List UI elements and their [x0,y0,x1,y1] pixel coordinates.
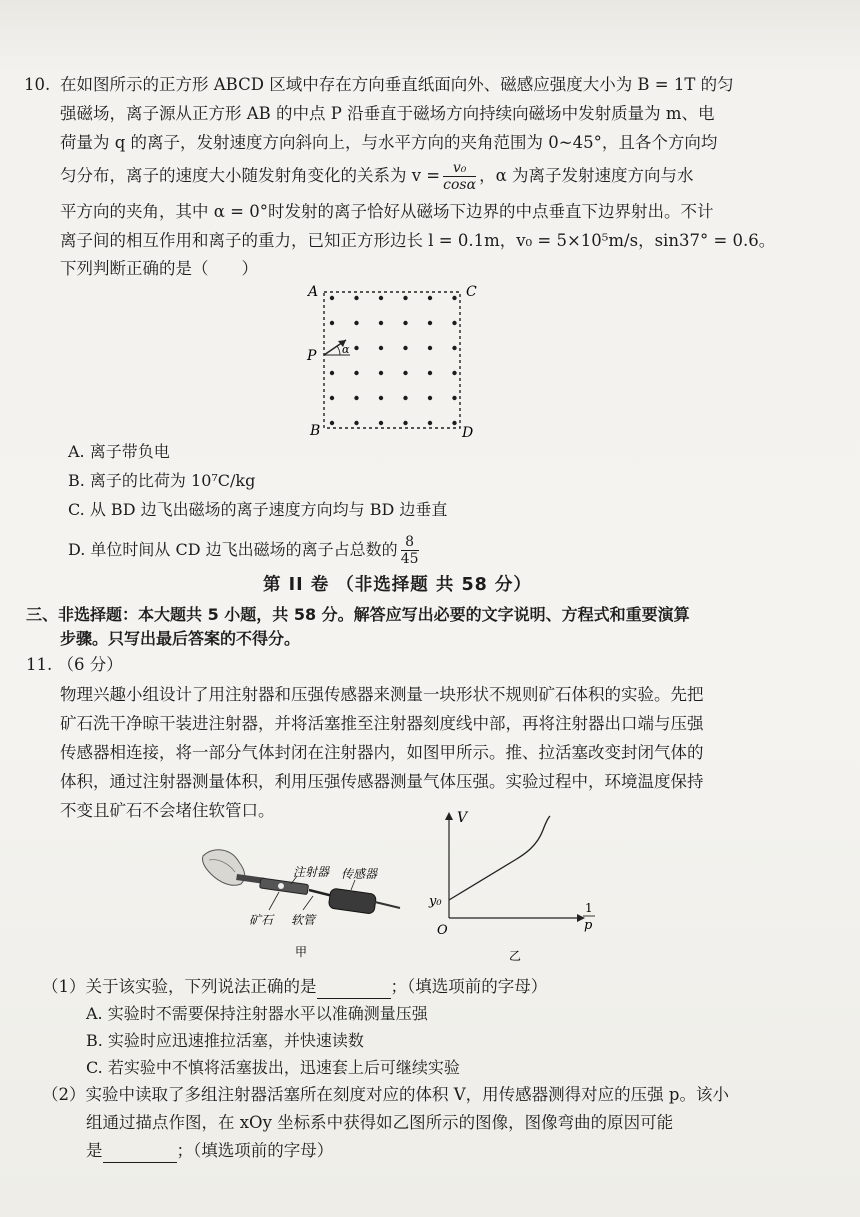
label-p: p [584,918,593,933]
q11-sub1-option-c[interactable]: C. 若实验中不慎将活塞拔出，迅速套上后可继续实验 [86,1058,460,1077]
field-dot [379,396,383,400]
q10-line-2: 强磁场，离子源从正方形 AB 的中点 P 沿垂直于磁场方向持续向磁场中发射质量为 m、电 [60,104,715,123]
label-alpha: α [342,343,350,356]
q11-sub1-answer-blank[interactable] [317,976,391,999]
label-y0: y₀ [429,894,442,909]
q10-line-3: 荷量为 q 的离子，发射速度方向斜向上，与水平方向的夹角范围为 0~45°，且各个方向均 [60,133,718,152]
section-2-title: 第 II 卷 （非选择题 共 58 分） [263,575,532,595]
part-3-instructions-2: 步骤。只写出最后答案的不得分。 [60,629,301,648]
field-dot [330,421,334,425]
q11-sub1-stem [42,976,547,999]
syringe-barrel [260,878,309,895]
field-dot [452,371,456,375]
field-dots [330,296,457,425]
field-dot [428,296,432,300]
q11-sub2-line-3-post: ；（填选项前的字母） [176,1141,334,1160]
field-dot [330,371,334,375]
q11-sub2-answer-blank[interactable] [103,1140,177,1163]
label-O: O [437,923,448,938]
v-vs-inverse-p-graph [425,808,605,968]
label-ore: 矿石 [249,913,274,927]
label-syringe: 注射器 [293,865,330,879]
field-dot [354,421,358,425]
q10-line-1: 在如图所示的正方形 ABCD 区域中存在方向垂直纸面向外、磁感应强度大小为 B = 1T 的匀 [60,75,734,94]
q10-line-7: 下列判断正确的是（ ） [60,259,258,278]
sensor-cable [375,902,400,908]
field-dot [330,296,334,300]
field-dot [354,321,358,325]
part-3-instructions-1: 三、非选择题：本大题共 5 小题，共 58 分。解答应写出必要的文字说明、方程式和重要演算 [26,605,690,624]
velocity-fraction: $\frac{\text{v₀}}{\cos\alpha}$ [443,160,477,193]
field-dot [452,346,456,350]
field-dot [354,371,358,375]
field-dot [379,346,383,350]
q11-sub1-stem-pre: （1）关于该实验，下列说法正确的是 [42,977,317,996]
label-D: D [462,425,474,441]
field-dot [403,296,407,300]
label-sensor: 传感器 [341,867,378,881]
q10-line-4 [60,160,693,193]
field-dot [452,396,456,400]
label-P: P [307,348,317,364]
field-dot [330,321,334,325]
q11-sub2-line-3-pre: 是 [86,1141,103,1160]
field-dot [354,396,358,400]
q11-sub1-option-b[interactable]: B. 实验时应迅速推拉活塞，并快速读数 [86,1031,364,1050]
graph-curve [449,816,550,900]
field-dot [452,421,456,425]
question-10-number: 10. [24,75,51,94]
field-dot [379,321,383,325]
q10-line-4-pre: 匀分布，离子的速度大小随发射角变化的关系为 v = [60,166,441,185]
field-dot [428,346,432,350]
q11-line-1: 物理兴趣小组设计了用注射器和压强传感器来测量一块形状不规则矿石体积的实验。先把 [60,685,704,704]
q11-sub2-line-1: （2）实验中读取了多组注射器活塞所在刻度对应的体积 V，用传感器测得对应的压强 p。该小 [42,1085,729,1104]
field-dot [379,296,383,300]
syringe-sensor-figure [195,838,410,963]
field-dot [428,321,432,325]
pressure-sensor [328,888,376,914]
soft-tube [309,890,333,896]
q10-line-5: 平方向的夹角，其中 α = 0°时发射的离子恰好从磁场下边界的中点垂直下边界射出。不计 [60,202,714,221]
q10-line-4-post: ，α 为离子发射速度方向与水 [479,166,694,185]
q11-sub1-stem-post: ；（填选项前的字母） [390,977,548,996]
field-dot [354,346,358,350]
field-dot [428,371,432,375]
label-one: 1 [585,901,593,915]
q11-line-4: 体积，通过注射器测量体积，利用压强传感器测量气体压强。实验过程中，环境温度保持 [60,772,704,791]
q11-sub2-line-2: 组通过描点作图，在 xOy 坐标系中获得如乙图所示的图像，图像弯曲的原因可能 [86,1113,674,1132]
q10-line-6: 离子间的相互作用和离子的重力，已知正方形边长 l = 0.1m，v₀ = 5×10⁵m/s，sin37° = 0.6。 [60,231,776,250]
angle-arc [337,346,340,355]
field-dot [452,321,456,325]
q10-option-b[interactable]: B. 离子的比荷为 10⁷C/kg [68,471,256,490]
q11-line-3: 传感器相连接，将一部分气体封闭在注射器内，如图甲所示。推、拉活塞改变封闭气体的 [60,743,704,762]
q11-line-2: 矿石洗干净晾干装进注射器，并将活塞推至注射器刻度线中部，再将注射器出口端与压强 [60,714,704,733]
label-tube: 软管 [291,913,316,927]
field-dot [403,421,407,425]
caption-jia: 甲 [295,945,308,959]
q10-option-d-text: D. 单位时间从 CD 边飞出磁场的离子占总数的 [68,540,398,559]
q11-sub2-line-3 [86,1140,333,1163]
field-dot [403,371,407,375]
caption-yi: 乙 [509,949,522,963]
label-A: A [308,284,319,300]
option-d-fraction: $\frac{8}{45}$ [400,534,419,567]
q10-option-c[interactable]: C. 从 BD 边飞出磁场的离子速度方向均与 BD 边垂直 [68,500,448,519]
field-dot [354,296,358,300]
q11-line-5: 不变且矿石不会堵住软管口。 [60,801,275,820]
field-dot [428,396,432,400]
field-dot [428,421,432,425]
q11-header: 11. （6 分） [26,655,123,674]
magnetic-field-square-figure [300,280,490,442]
field-dot [330,396,334,400]
field-dot [403,321,407,325]
label-V: V [457,810,468,826]
q10-option-d[interactable] [68,534,422,567]
q10-option-a[interactable]: A. 离子带负电 [68,442,170,461]
ore [278,883,284,889]
label-B: B [310,423,321,439]
field-dot [379,371,383,375]
field-dot [379,421,383,425]
field-dot [403,396,407,400]
q11-sub1-option-a[interactable]: A. 实验时不需要保持注射器水平以准确测量压强 [86,1004,428,1023]
field-dot [403,346,407,350]
field-boundary [324,292,460,428]
field-dot [452,296,456,300]
label-C: C [466,284,477,300]
